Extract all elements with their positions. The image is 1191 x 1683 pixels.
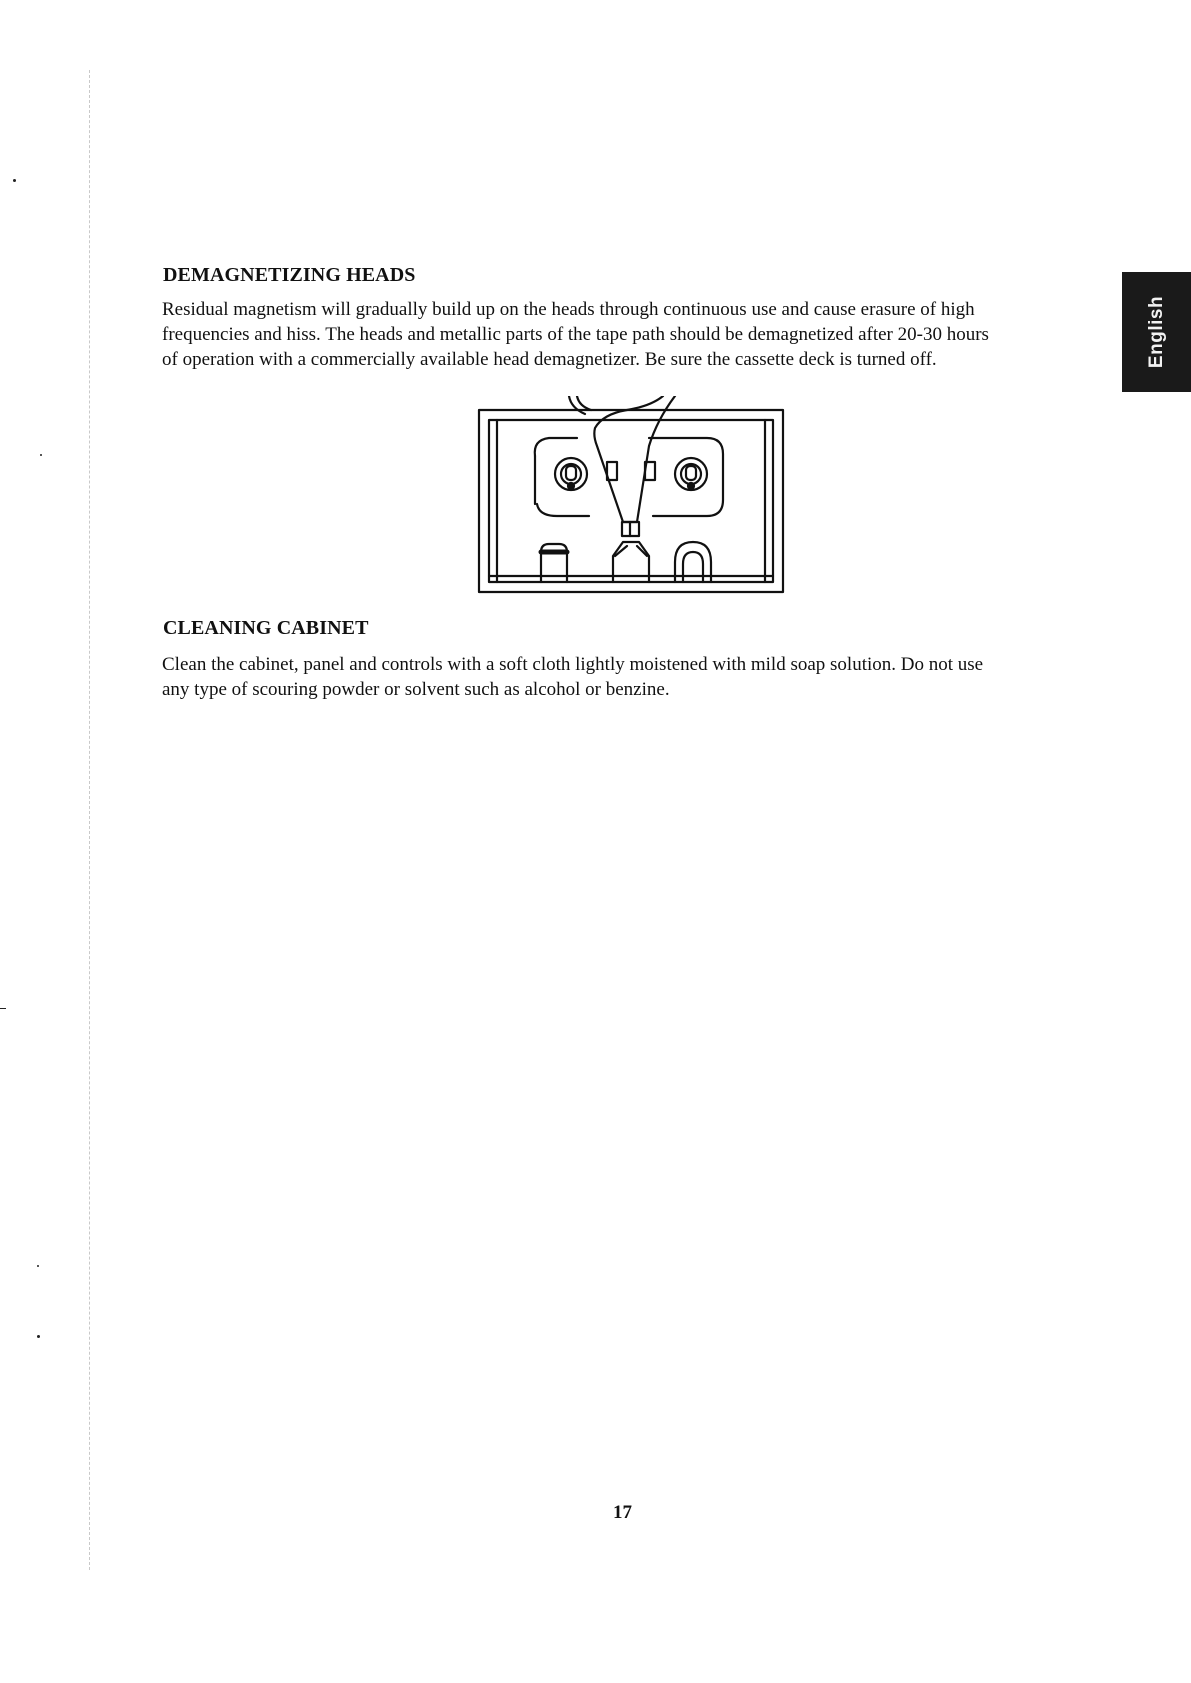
page-number: 17 <box>613 1502 632 1523</box>
language-tab <box>1122 272 1191 392</box>
scan-speck <box>37 1335 40 1338</box>
body-line: frequencies and hiss. The heads and metallic parts of the tape path should be demagnetized after 20-30 hours <box>162 324 989 345</box>
scan-speck <box>37 1265 39 1267</box>
section-body-demagnetizing <box>162 297 1122 372</box>
section-heading-demagnetizing: DEMAGNETIZING HEADS <box>163 264 416 286</box>
binding-margin-line <box>89 70 90 1570</box>
body-line: Clean the cabinet, panel and controls with a soft cloth lightly moistened with mild soap solution. Do not use <box>162 654 984 675</box>
body-line: of operation with a commercially available head demagnetizer. Be sure the cassette deck is turned off. <box>162 349 937 370</box>
language-tab-label: English <box>1145 295 1167 369</box>
scan-speck <box>0 1008 6 1009</box>
section-body-cleaning <box>162 652 1122 702</box>
scan-speck <box>40 454 42 456</box>
head-demagnetizing-illustration <box>477 396 787 596</box>
body-line: Residual magnetism will gradually build up on the heads through continuous use and cause erasure of high <box>162 299 975 320</box>
scan-speck <box>13 179 16 182</box>
body-line: any type of scouring powder or solvent such as alcohol or benzine. <box>162 679 670 700</box>
section-heading-cleaning: CLEANING CABINET <box>163 617 369 639</box>
